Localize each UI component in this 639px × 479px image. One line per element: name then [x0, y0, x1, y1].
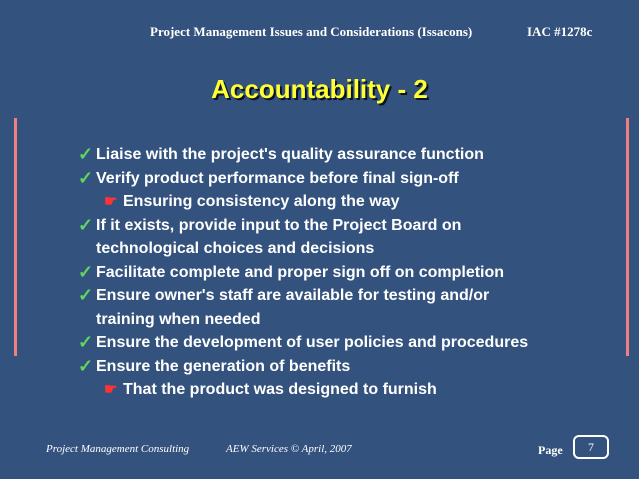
footer-company: Project Management Consulting	[46, 443, 190, 455]
page-label: Page	[538, 443, 563, 457]
check-icon: ✓	[78, 332, 94, 352]
pointing-hand-icon: ☛	[104, 193, 118, 210]
header-title: Project Management Issues and Considerations (Issacons)	[150, 24, 473, 39]
bullet-text: Ensuring consistency along the way	[123, 193, 400, 210]
bullet-text: technological choices and decisions	[96, 240, 375, 257]
slide-header	[150, 24, 593, 40]
check-icon: ✓	[78, 285, 94, 305]
slide-title: Accountability - 2	[211, 74, 428, 104]
check-icon: ✓	[78, 214, 94, 235]
bullet-item	[78, 143, 528, 167]
sub-bullet-item	[78, 378, 528, 402]
check-icon: ✓	[78, 167, 94, 188]
bullet-item	[78, 167, 528, 191]
bullet-item	[78, 308, 528, 332]
bullet-item	[78, 355, 528, 379]
right-decorative-bar	[626, 118, 629, 356]
check-icon: ✓	[78, 144, 94, 164]
bullet-item	[78, 237, 528, 261]
bullet-text: Verify product performance before final sign-off	[96, 169, 459, 187]
check-icon: ✓	[78, 261, 94, 282]
bullet-item	[78, 331, 528, 355]
bullet-text: Ensure owner's staff are available for testing and/or	[96, 287, 490, 304]
bullet-item	[78, 214, 528, 238]
page-number: 7	[588, 440, 594, 454]
header-code: IAC #1278c	[527, 24, 593, 39]
bullet-text: If it exists, provide input to the Project Board on	[96, 216, 462, 234]
bullet-item	[78, 284, 528, 308]
bullet-text: training when needed	[96, 310, 261, 328]
bullet-text: Ensure the generation of benefits	[96, 357, 351, 375]
bullet-list	[78, 143, 528, 402]
bullet-item	[78, 261, 528, 285]
bullet-text: Ensure the development of user policies and procedures	[96, 334, 529, 351]
sub-bullet-item	[78, 190, 528, 214]
footer-copyright: AEW Services © April, 2007	[226, 443, 352, 455]
bullet-text: That the product was designed to furnish	[123, 381, 437, 398]
pointing-hand-icon: ☛	[104, 381, 118, 398]
left-decorative-bar	[14, 118, 17, 356]
check-icon: ✓	[78, 355, 94, 376]
bullet-text: Facilitate complete and proper sign off on completion	[96, 263, 505, 281]
page-number-box	[573, 435, 609, 459]
bullet-text: Liaise with the project's quality assurance function	[96, 146, 484, 163]
